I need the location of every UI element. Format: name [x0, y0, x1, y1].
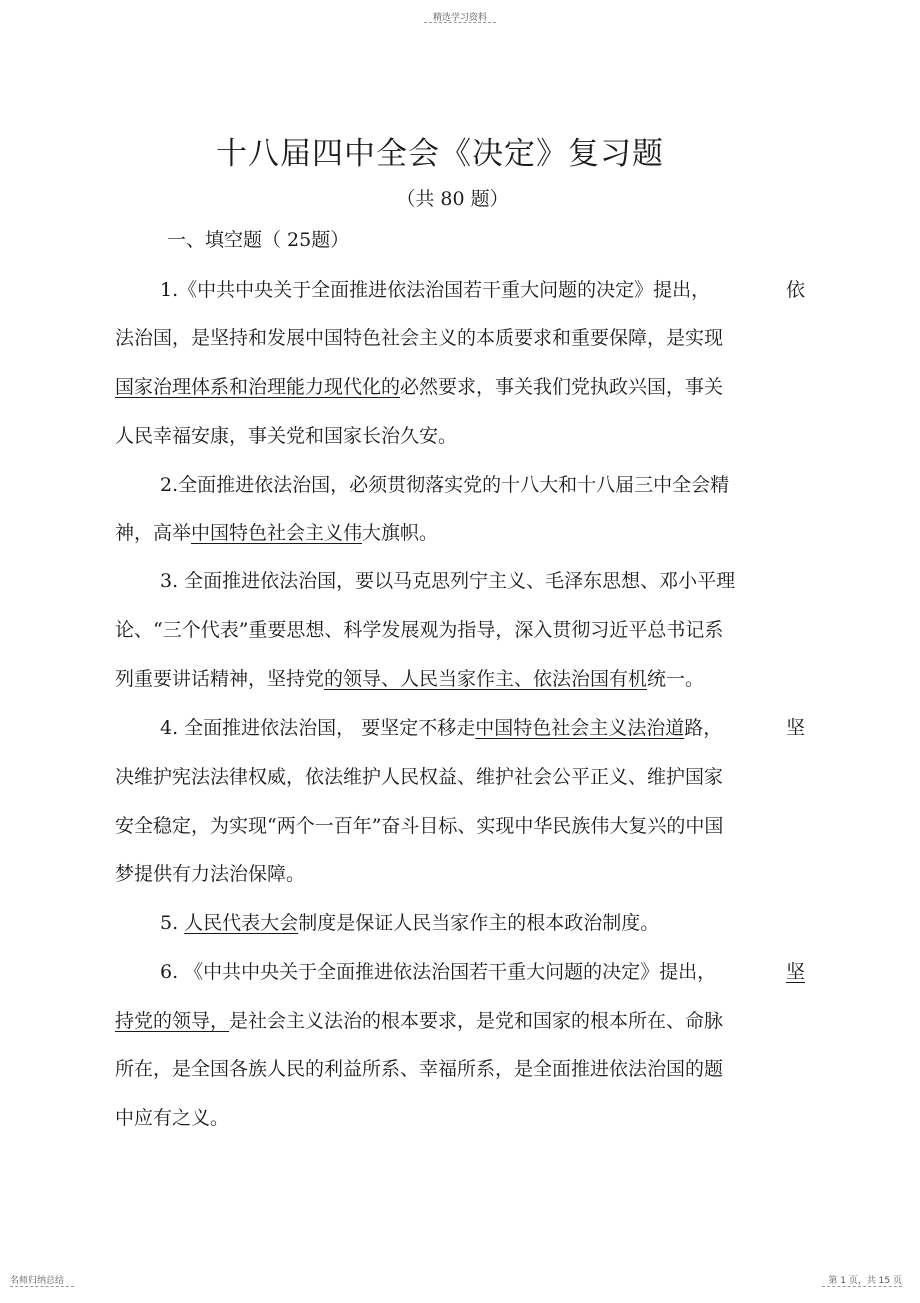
- q1-line-1: 1.《中共中央关于全面推进依法治国若干重大问题的决定》提出，: [160, 279, 711, 301]
- page-header: 精选学习资料: [432, 13, 487, 23]
- q4-line-3: 安全稳定，为实现“两个一百年”奋斗目标、实现中华民族伟大复兴的中国: [115, 815, 724, 837]
- q2-answer: 中国特色社会主义伟: [191, 522, 363, 544]
- q6-line-2: 持党的领导，是社会主义法治的根本要求，是党和国家的根本所在、命脉: [115, 1010, 724, 1032]
- q2-line-1: 2.全面推进依法治国，必须贯彻落实党的十八大和十八届三中全会精: [160, 474, 730, 496]
- document-title: 十八届四中全会《决定》复习题: [216, 136, 664, 172]
- q6-line-1-end: [786, 959, 805, 985]
- q4-line-1-end: 坚: [786, 717, 806, 739]
- document-subtitle: （共 80 题）: [396, 188, 509, 210]
- q1-line-1-end: 依: [786, 279, 806, 301]
- q6-line-3: 所在，是全国各族人民的利益所系、幸福所系，是全面推进依法治国的题: [115, 1058, 724, 1080]
- footer-right-divider: [822, 1286, 902, 1287]
- header-divider: [424, 22, 496, 23]
- q2-line-2: 神，高举中国特色社会主义伟大旗帜。: [115, 522, 439, 544]
- footer-left: 名师归纳总结: [10, 1276, 65, 1286]
- q4-line-2: 决维护宪法法律权威，依法维护人民权益、维护社会公平正义、维护国家: [115, 766, 724, 788]
- q3-line-1: 3. 全面推进依法治国，要以马克思列宁主义、毛泽东思想、邓小平理: [160, 570, 736, 592]
- q3-answer: 的领导、人民当家作主、依法治国有机: [324, 668, 648, 690]
- section-heading: 一、填空题（ 25题）: [167, 229, 350, 251]
- q5-line-1: 5. 人民代表大会制度是保证人民当家作主的根本政治制度。: [160, 912, 660, 934]
- q6-answer: 持党的领导，: [115, 1010, 230, 1032]
- q1-line-4: 人民幸福安康，事关党和国家长治久安。: [115, 425, 458, 447]
- q4-line-4: 梦提供有力法治保障。: [115, 863, 306, 885]
- q6-line-1: 6. 《中共中央关于全面推进依法治国若干重大问题的决定》提出，: [160, 961, 717, 983]
- footer-left-divider: [10, 1286, 74, 1287]
- q6-answer-start: 坚: [786, 961, 806, 983]
- q6-line-4: 中应有之义。: [115, 1107, 230, 1129]
- q3-line-3: 列重要讲话精神，坚持党的领导、人民当家作主、依法治国有机统一。: [115, 668, 705, 690]
- q4-answer: 中国特色社会主义法治道: [475, 717, 685, 739]
- q1-answer: 国家治理体系和治理能力现代化的: [115, 376, 401, 398]
- q4-line-1: 4. 全面推进依法治国， 要坚定不移走中国特色社会主义法治道路，: [160, 717, 723, 739]
- page-number: 第 1 页，共 15 页: [828, 1276, 902, 1286]
- q1-line-2: 法治国，是坚持和发展中国特色社会主义的本质要求和重要保障，是实现: [115, 327, 724, 349]
- q5-answer: 人民代表大会: [184, 912, 299, 934]
- q1-line-3: 国家治理体系和治理能力现代化的必然要求，事关我们党执政兴国，事关: [115, 376, 724, 398]
- q3-line-2: 论、“三个代表”重要思想、科学发展观为指导，深入贯彻习近平总书记系: [115, 619, 724, 641]
